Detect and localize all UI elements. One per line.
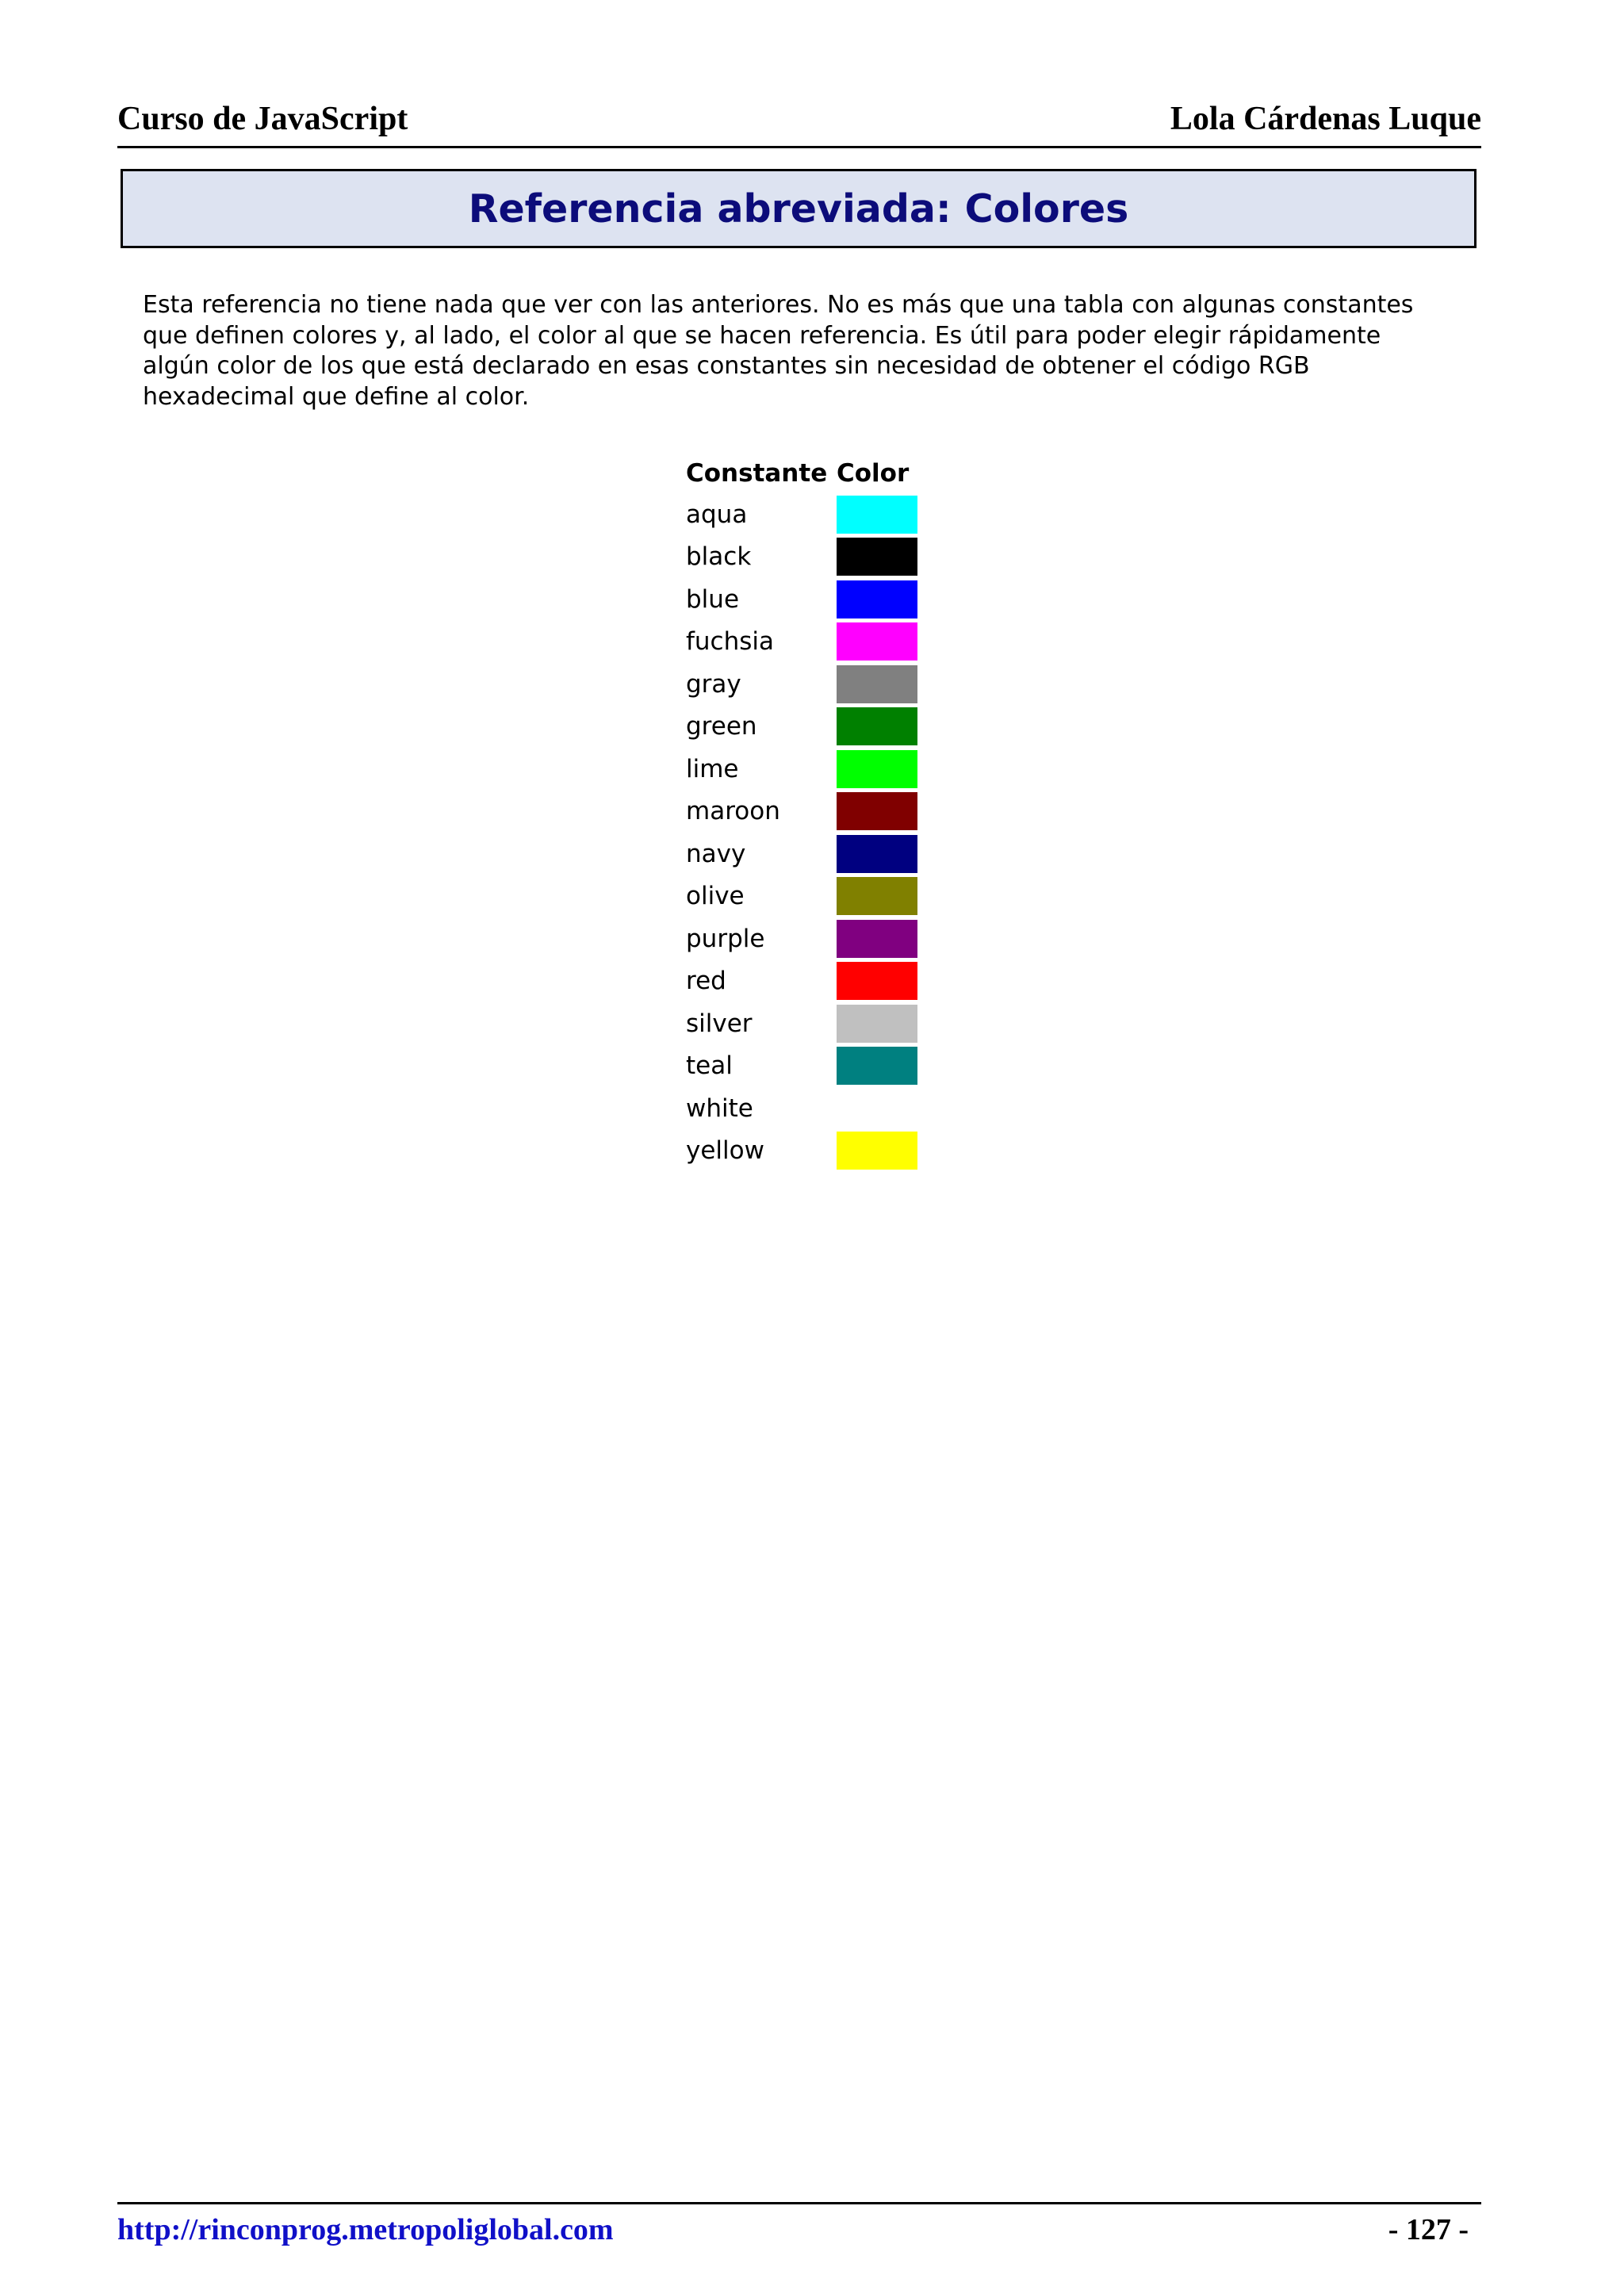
table-row	[686, 1002, 924, 1045]
color-swatch	[837, 750, 917, 788]
color-cell	[837, 833, 924, 875]
color-swatch	[837, 1005, 917, 1043]
table-row	[686, 917, 924, 960]
page-footer	[117, 2202, 1481, 2257]
color-cell	[837, 748, 924, 791]
table-row	[686, 748, 924, 791]
table-row	[686, 1087, 924, 1130]
table-row	[686, 706, 924, 749]
table-row	[686, 621, 924, 664]
color-cell	[837, 960, 924, 1003]
color-constant: teal	[686, 1051, 733, 1081]
color-constant: black	[686, 542, 752, 572]
table-row	[686, 663, 924, 706]
color-swatch	[837, 1090, 917, 1128]
color-cell	[837, 917, 924, 960]
color-cell	[837, 791, 924, 833]
color-swatch	[837, 1047, 917, 1085]
course-title: Curso de JavaScript	[117, 101, 408, 137]
table-row	[686, 536, 924, 579]
color-table	[686, 454, 924, 1172]
table-row	[686, 875, 924, 918]
author-name: Lola Cárdenas Luque	[1170, 101, 1481, 137]
color-swatch	[837, 920, 917, 958]
color-constant: gray	[686, 669, 741, 699]
color-constant: green	[686, 712, 757, 741]
color-constant: red	[686, 967, 726, 996]
table-row	[686, 493, 924, 536]
color-constant: blue	[686, 584, 740, 614]
color-swatch	[837, 835, 917, 873]
section-title: Referencia abreviada: Colores	[468, 186, 1129, 232]
color-cell	[837, 621, 924, 664]
color-swatch	[837, 496, 917, 534]
color-constant: navy	[686, 839, 746, 868]
color-cell	[837, 578, 924, 621]
color-swatch	[837, 665, 917, 703]
table-row	[686, 1045, 924, 1088]
color-cell	[837, 1130, 924, 1173]
color-constant: aqua	[686, 500, 748, 529]
color-swatch	[837, 877, 917, 915]
color-swatch	[837, 792, 917, 830]
color-constant: purple	[686, 924, 765, 953]
color-cell	[837, 1002, 924, 1045]
table-row	[686, 791, 924, 833]
table-header-row	[686, 454, 924, 493]
color-constant: white	[686, 1093, 753, 1123]
color-swatch	[837, 962, 917, 1000]
color-cell	[837, 706, 924, 749]
table-row	[686, 960, 924, 1003]
header-color: Color	[837, 459, 910, 488]
table-row	[686, 833, 924, 875]
color-constant: yellow	[686, 1136, 764, 1166]
color-swatch	[837, 580, 917, 618]
color-cell	[837, 875, 924, 918]
intro-paragraph: Esta referencia no tiene nada que ver con las anteriores. No es más que una tabla con algunas constantes que definen colores y, al lado, el color al que se hacen referencia. Es útil para poder elegir rápidamente algún color de los que está declarado en esas constantes sin necesidad de obtener el código RGB hexadecimal que define al color.	[143, 291, 1414, 411]
color-cell	[837, 1087, 924, 1130]
color-swatch	[837, 1132, 917, 1170]
section-title-box	[121, 169, 1477, 248]
table-row	[686, 578, 924, 621]
color-constant: fuchsia	[686, 627, 775, 657]
color-cell	[837, 536, 924, 579]
color-constant: maroon	[686, 797, 780, 826]
color-swatch	[837, 538, 917, 576]
color-cell	[837, 493, 924, 536]
color-swatch	[837, 622, 917, 661]
page-number: - 127 -	[1388, 2213, 1469, 2246]
table-row	[686, 1130, 924, 1173]
page-header	[117, 95, 1481, 148]
color-constant: silver	[686, 1009, 753, 1038]
footer-url[interactable]: http://rinconprog.metropoliglobal.com	[117, 2213, 614, 2246]
color-cell	[837, 663, 924, 706]
color-rows	[686, 493, 924, 1172]
color-cell	[837, 1045, 924, 1088]
header-constant: Constante	[686, 459, 828, 488]
color-swatch	[837, 707, 917, 745]
color-constant: lime	[686, 754, 739, 783]
color-constant: olive	[686, 882, 745, 911]
